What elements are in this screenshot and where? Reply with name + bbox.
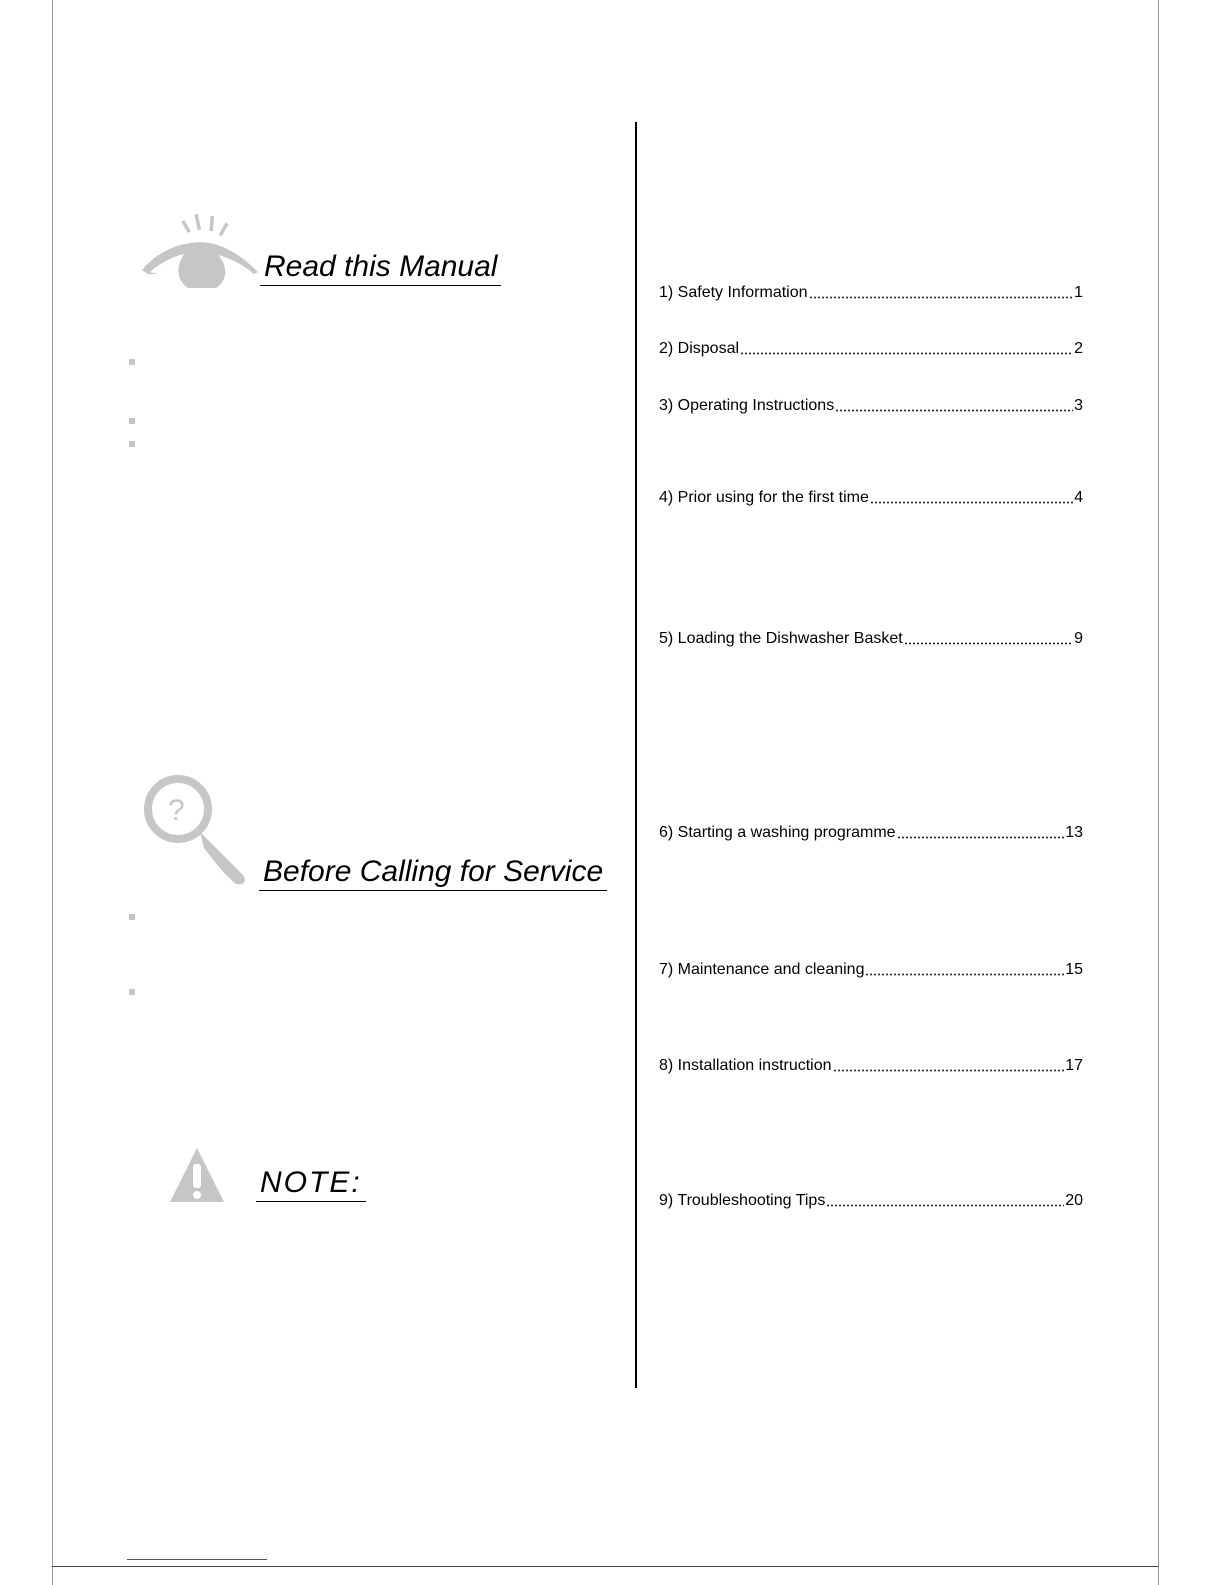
toc-page-number: 15 (1065, 961, 1083, 978)
bullet-marker (129, 359, 135, 365)
bullet-marker (129, 989, 135, 995)
magnifier-question-icon (140, 772, 250, 888)
toc-page-number: 4 (1074, 489, 1083, 506)
toc-leader-dots (826, 1204, 1064, 1207)
toc-page-number: 1 (1074, 284, 1083, 301)
svg-text:?: ? (168, 794, 185, 827)
read-manual-heading: Read this Manual (260, 250, 501, 286)
toc-leader-dots (833, 1069, 1065, 1072)
toc-title: 8) Installation instruction (659, 1057, 832, 1074)
eye-icon (138, 214, 262, 290)
toc-entry-installation[interactable] (659, 1057, 1083, 1075)
toc-leader-dots (809, 296, 1074, 299)
toc-leader-dots (740, 352, 1073, 355)
toc-page-number: 9 (1074, 630, 1083, 647)
toc-title: 2) Disposal (659, 340, 740, 357)
toc-entry-loading[interactable] (659, 630, 1083, 648)
page-edge-right (1158, 0, 1159, 1585)
toc-page-number: 20 (1065, 1192, 1083, 1209)
toc-title: 3) Operating Instructions (659, 397, 835, 414)
toc-entry-maintenance[interactable] (659, 961, 1083, 979)
toc-entry-disposal[interactable] (659, 340, 1083, 358)
bottom-rule (52, 1566, 1159, 1567)
column-divider (635, 122, 637, 1388)
toc-leader-dots (865, 973, 1064, 976)
toc-page-number: 2 (1074, 340, 1083, 357)
toc-leader-dots (904, 642, 1073, 645)
toc-entry-first-use[interactable] (659, 489, 1083, 507)
bullet-marker (129, 914, 135, 920)
toc-entry-safety[interactable] (659, 284, 1083, 302)
warning-triangle-icon (168, 1146, 226, 1204)
toc-leader-dots (835, 409, 1073, 412)
toc-title: 1) Safety Information (659, 284, 808, 301)
note-heading: NOTE: (256, 1166, 366, 1202)
toc-entry-troubleshooting[interactable] (659, 1192, 1083, 1210)
toc-title: 7) Maintenance and cleaning (659, 961, 865, 978)
bullet-marker (129, 418, 135, 424)
page-edge-left (52, 0, 53, 1585)
toc-entry-operating[interactable] (659, 397, 1083, 415)
toc-title: 4) Prior using for the first time (659, 489, 869, 506)
toc-title: 9) Troubleshooting Tips (659, 1192, 826, 1209)
toc-leader-dots (870, 501, 1073, 504)
service-heading: Before Calling for Service (259, 855, 607, 891)
toc-entry-starting[interactable] (659, 824, 1083, 842)
toc-page-number: 17 (1065, 1057, 1083, 1074)
bullet-marker (129, 441, 135, 447)
footer-link-underline (127, 1559, 267, 1560)
toc-page-number: 3 (1074, 397, 1083, 414)
toc-title: 5) Loading the Dishwasher Basket (659, 630, 903, 647)
toc-title: 6) Starting a washing programme (659, 824, 896, 841)
toc-leader-dots (897, 836, 1065, 839)
toc-page-number: 13 (1065, 824, 1083, 841)
